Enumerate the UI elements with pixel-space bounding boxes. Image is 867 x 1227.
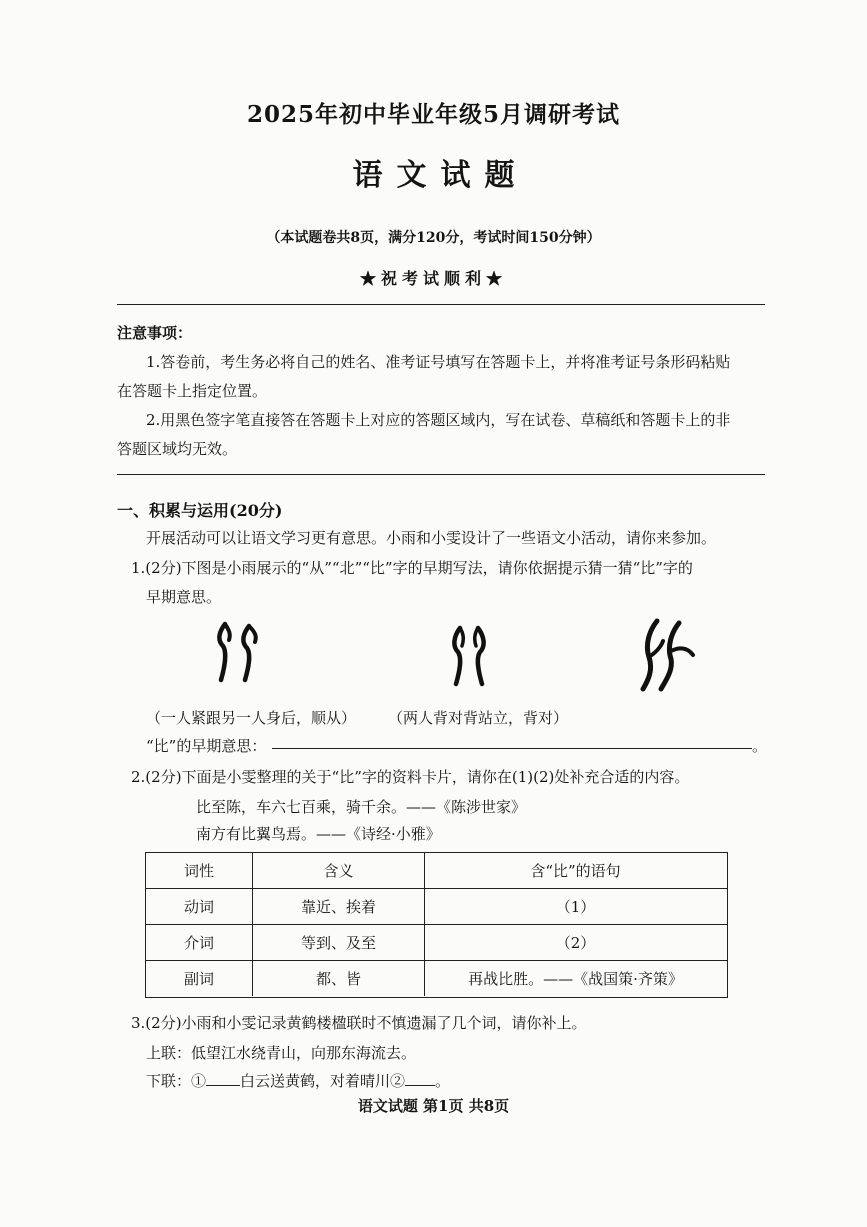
row1-pos: 动词 — [146, 889, 253, 924]
row1-sentence-blank[interactable]: （1） — [555, 898, 596, 916]
q1-answer-label: “比”的早期意思： — [146, 737, 267, 755]
q1-answer-period: 。 — [752, 737, 768, 755]
row2-meaning: 等到、及至 — [253, 925, 425, 960]
notice-divider — [117, 474, 765, 475]
blank-1[interactable] — [206, 1071, 240, 1086]
q2-stem: 2.(2分)下面是小雯整理的关于“比”字的资料卡片，请你在(1)(2)处补充合适的内容。 — [131, 768, 690, 786]
caption-cong: （一人紧跟另一人身后，顺从） — [146, 709, 357, 727]
exam-info: （本试题卷共8页，满分120分，考试时间150分钟） — [266, 230, 601, 246]
couplet-upper: 上联：低望江水绕青山，向那东海流去。 — [146, 1044, 417, 1062]
row3-pos: 副词 — [146, 961, 253, 996]
ancient-cong-glyph — [215, 620, 267, 684]
blank-2[interactable] — [405, 1071, 435, 1086]
q3-stem: 3.(2分)小雨和小雯记录黄鹤楼楹联时不慎遗漏了几个词，请你补上。 — [131, 1014, 587, 1032]
caption-bei: （两人背对背站立，背对） — [388, 709, 569, 727]
row2-sentence-blank[interactable]: （2） — [555, 934, 596, 952]
notice-heading: 注意事项： — [117, 324, 193, 342]
q2-quote-2: 南方有比翼鸟焉。——《诗经·小雅》 — [196, 825, 441, 843]
bi-word-table — [145, 852, 728, 998]
table-row — [146, 889, 727, 925]
table-row — [146, 925, 727, 961]
couplet-lower-middle: 白云送黄鹤，对着晴川② — [240, 1072, 406, 1090]
table-header-row — [146, 853, 727, 889]
q1-stem: 1.(2分)下图是小雨展示的“从”“北”“比”字的早期写法，请你依据提示猜一猜“比”字的 — [131, 559, 693, 577]
page-footer: 语文试题 第1页 共8页 — [357, 1097, 510, 1115]
good-luck-banner: ★祝考试顺利★ — [359, 269, 507, 288]
q2-quote-1: 比至陈，车六七百乘，骑千余。——《陈涉世家》 — [196, 798, 527, 816]
header-meaning: 含义 — [253, 853, 425, 888]
row3-meaning: 都、皆 — [253, 961, 425, 996]
exam-title: 2025年初中毕业年级5月调研考试 — [246, 101, 621, 128]
top-divider — [117, 304, 765, 305]
header-sentence: 含“比”的语句 — [530, 862, 621, 880]
header-pos: 词性 — [146, 853, 253, 888]
notice-item-1: 1.答卷前，考生务必将自己的姓名、准考证号填写在答题卡上，并将准考证号条形码粘贴 — [146, 353, 731, 371]
table-row — [146, 961, 727, 996]
couplet-lower — [146, 1070, 450, 1091]
row2-pos: 介词 — [146, 925, 253, 960]
section-heading: 一、积累与运用(20分) — [117, 501, 283, 520]
notice-item-1-cont: 在答题卡上指定位置。 — [117, 382, 268, 400]
couplet-lower-prefix: 下联：① — [146, 1072, 207, 1090]
q1-answer-blank[interactable] — [272, 748, 752, 749]
notice-item-2-cont: 答题区域均无效。 — [117, 440, 238, 458]
row1-meaning: 靠近、挨着 — [253, 889, 425, 924]
ancient-bi-glyph — [639, 617, 697, 693]
ancient-bei-glyph — [446, 624, 492, 688]
notice-item-2: 2.用黑色签字笔直接答在答题卡上对应的答题区域内，写在试卷、草稿纸和答题卡上的非 — [146, 411, 731, 429]
q1-stem-cont: 早期意思。 — [146, 588, 222, 606]
couplet-lower-end: 。 — [435, 1072, 451, 1090]
subject-title: 语文试题 — [352, 158, 529, 193]
section-intro: 开展活动可以让语文学习更有意思。小雨和小雯设计了一些语文小活动，请你来参加。 — [146, 529, 717, 547]
row3-sentence: 再战比胜。——《战国策·齐策》 — [468, 970, 683, 988]
